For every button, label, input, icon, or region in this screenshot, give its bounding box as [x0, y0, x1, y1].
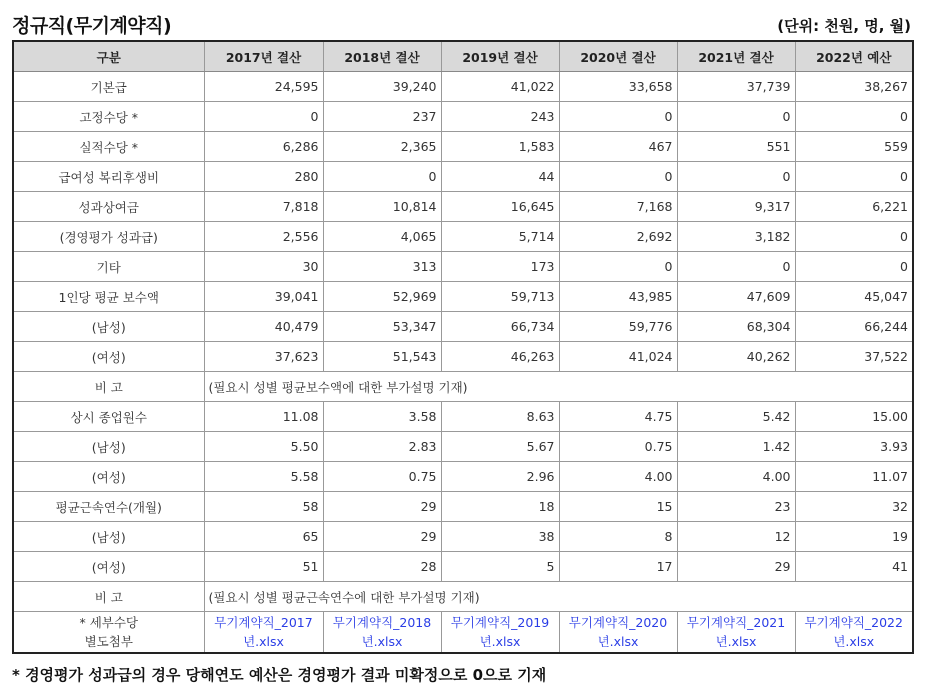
cell-value: 0: [559, 102, 677, 132]
attachment-row: [13, 612, 913, 654]
cell-value: 6,221: [795, 192, 913, 222]
cell-value: 19: [795, 522, 913, 552]
cell-value: 3.93: [795, 432, 913, 462]
cell-value: 0: [795, 162, 913, 192]
cell-value: 0.75: [559, 432, 677, 462]
cell-value: 10,814: [323, 192, 441, 222]
cell-value: 0: [204, 102, 323, 132]
title-bar: [12, 8, 911, 38]
cell-value: 237: [323, 102, 441, 132]
table-row: [13, 522, 913, 552]
cell-value: 3.58: [323, 402, 441, 432]
cell-value: 0: [559, 252, 677, 282]
cell-value: 7,168: [559, 192, 677, 222]
column-header: 2019년 결산: [441, 41, 559, 72]
cell-value: 38: [441, 522, 559, 552]
page-title: 정규직(무기계약직): [12, 15, 172, 37]
attachment-link-2017[interactable]: 무기계약직_2017년.xlsx: [214, 615, 313, 649]
cell-value: 59,713: [441, 282, 559, 312]
cell-value: 2,556: [204, 222, 323, 252]
row-label: 1인당 평균 보수액: [13, 282, 204, 312]
cell-value: 4,065: [323, 222, 441, 252]
row-label: (여성): [13, 552, 204, 582]
cell-value: 52,969: [323, 282, 441, 312]
remark-text: (필요시 성별 평균근속연수에 대한 부가설명 기재): [204, 582, 913, 612]
attachment-link-2019[interactable]: 무기계약직_2019년.xlsx: [450, 615, 550, 649]
cell-value: 6,286: [204, 132, 323, 162]
cell-value: 5.42: [677, 402, 795, 432]
column-header: 2017년 결산: [204, 41, 323, 72]
cell-value: 47,609: [677, 282, 795, 312]
cell-value: 0: [323, 162, 441, 192]
row-label: (여성): [13, 462, 204, 492]
remark-row: [13, 582, 913, 612]
row-label: (경영평가 성과급): [13, 222, 204, 252]
cell-value: 37,739: [677, 72, 795, 102]
cell-value: 11.07: [795, 462, 913, 492]
cell-value: 68,304: [677, 312, 795, 342]
cell-value: 37,623: [204, 342, 323, 372]
cell-value: 30: [204, 252, 323, 282]
row-label: (남성): [13, 432, 204, 462]
cell-value: 0: [677, 252, 795, 282]
cell-value: 0: [795, 102, 913, 132]
table-row: [13, 312, 913, 342]
column-header: 2022년 예산: [795, 41, 913, 72]
column-header: 2021년 결산: [677, 41, 795, 72]
cell-value: 0: [677, 102, 795, 132]
cell-value: 1.42: [677, 432, 795, 462]
row-label: 기본급: [13, 72, 204, 102]
cell-value: 5,714: [441, 222, 559, 252]
cell-value: 51: [204, 552, 323, 582]
cell-value: 41: [795, 552, 913, 582]
cell-value: 5.58: [204, 462, 323, 492]
cell-value: 313: [323, 252, 441, 282]
table-row: [13, 462, 913, 492]
cell-value: 0.75: [323, 462, 441, 492]
cell-value: 0: [795, 252, 913, 282]
row-label: (남성): [13, 522, 204, 552]
cell-value: 29: [677, 552, 795, 582]
cell-value: 559: [795, 132, 913, 162]
attachment-link-2021[interactable]: 무기계약직_2021년.xlsx: [686, 615, 786, 649]
cell-value: 5.50: [204, 432, 323, 462]
cell-value: 66,244: [795, 312, 913, 342]
cell-value: 65: [204, 522, 323, 552]
cell-value: 46,263: [441, 342, 559, 372]
cell-value: 7,818: [204, 192, 323, 222]
cell-value: 243: [441, 102, 559, 132]
cell-value: 29: [323, 522, 441, 552]
table-header-row: [13, 41, 913, 72]
cell-value: 9,317: [677, 192, 795, 222]
row-label: (남성): [13, 312, 204, 342]
cell-value: 280: [204, 162, 323, 192]
cell-value: 2,365: [323, 132, 441, 162]
cell-value: 39,240: [323, 72, 441, 102]
cell-value: 45,047: [795, 282, 913, 312]
table-row: [13, 132, 913, 162]
attachment-link-2022[interactable]: 무기계약직_2022년.xlsx: [804, 615, 903, 649]
row-label: 급여성 복리후생비: [13, 162, 204, 192]
attachment-label-line1: * 세부수당: [79, 615, 139, 630]
row-label: 상시 종업원수: [13, 402, 204, 432]
cell-value: 24,595: [204, 72, 323, 102]
row-label: 성과상여금: [13, 192, 204, 222]
attachment-link-2018[interactable]: 무기계약직_2018년.xlsx: [332, 615, 432, 649]
cell-value: 40,262: [677, 342, 795, 372]
cell-value: 17: [559, 552, 677, 582]
table-row: [13, 192, 913, 222]
cell-value: 66,734: [441, 312, 559, 342]
cell-value: 3,182: [677, 222, 795, 252]
attachment-label-line2: 별도첨부: [84, 634, 133, 649]
cell-value: 551: [677, 132, 795, 162]
table-row: [13, 342, 913, 372]
row-label: 고정수당 *: [13, 102, 204, 132]
cell-value: 16,645: [441, 192, 559, 222]
column-header: 구분: [13, 41, 204, 72]
cell-value: 11.08: [204, 402, 323, 432]
cell-value: 23: [677, 492, 795, 522]
cell-value: 2.96: [441, 462, 559, 492]
row-label: 평균근속연수(개월): [13, 492, 204, 522]
cell-value: 37,522: [795, 342, 913, 372]
row-label: 기타: [13, 252, 204, 282]
cell-value: 18: [441, 492, 559, 522]
table-row: [13, 162, 913, 192]
table-row: [13, 102, 913, 132]
cell-value: 8.63: [441, 402, 559, 432]
remark-row: [13, 372, 913, 402]
cell-value: 15: [559, 492, 677, 522]
row-label: (여성): [13, 342, 204, 372]
table-row: [13, 492, 913, 522]
cell-value: 59,776: [559, 312, 677, 342]
table-row: [13, 222, 913, 252]
footnote: * 경영평가 성과급의 경우 당해연도 예산은 경영평가 결과 미확정으로 0으로 기재: [12, 666, 547, 684]
row-label: 실적수당 *: [13, 132, 204, 162]
cell-value: 4.00: [559, 462, 677, 492]
cell-value: 467: [559, 132, 677, 162]
cell-value: 4.00: [677, 462, 795, 492]
cell-value: 29: [323, 492, 441, 522]
table-row: [13, 552, 913, 582]
cell-value: 44: [441, 162, 559, 192]
cell-value: 15.00: [795, 402, 913, 432]
cell-value: 4.75: [559, 402, 677, 432]
column-header: 2018년 결산: [323, 41, 441, 72]
cell-value: 40,479: [204, 312, 323, 342]
cell-value: 2.83: [323, 432, 441, 462]
cell-value: 51,543: [323, 342, 441, 372]
cell-value: 1,583: [441, 132, 559, 162]
table-row: [13, 402, 913, 432]
cell-value: 38,267: [795, 72, 913, 102]
cell-value: 43,985: [559, 282, 677, 312]
cell-value: 0: [559, 162, 677, 192]
remark-label: 비 고: [13, 582, 204, 612]
cell-value: 33,658: [559, 72, 677, 102]
table-row: [13, 282, 913, 312]
cell-value: 2,692: [559, 222, 677, 252]
column-header: 2020년 결산: [559, 41, 677, 72]
cell-value: 0: [795, 222, 913, 252]
cell-value: 5.67: [441, 432, 559, 462]
cell-value: 41,024: [559, 342, 677, 372]
remark-label: 비 고: [13, 372, 204, 402]
attachment-label: [13, 612, 204, 654]
cell-value: 58: [204, 492, 323, 522]
cell-value: 41,022: [441, 72, 559, 102]
compensation-table: [12, 40, 914, 654]
cell-value: 28: [323, 552, 441, 582]
table-row: [13, 252, 913, 282]
cell-value: 5: [441, 552, 559, 582]
table-row: [13, 432, 913, 462]
cell-value: 173: [441, 252, 559, 282]
cell-value: 0: [677, 162, 795, 192]
attachment-link-2020[interactable]: 무기계약직_2020년.xlsx: [568, 615, 668, 649]
cell-value: 53,347: [323, 312, 441, 342]
unit-note: (단위: 천원, 명, 월): [777, 17, 911, 35]
cell-value: 8: [559, 522, 677, 552]
table-row: [13, 72, 913, 102]
cell-value: 12: [677, 522, 795, 552]
cell-value: 32: [795, 492, 913, 522]
cell-value: 39,041: [204, 282, 323, 312]
remark-text: (필요시 성별 평균보수액에 대한 부가설명 기재): [204, 372, 913, 402]
